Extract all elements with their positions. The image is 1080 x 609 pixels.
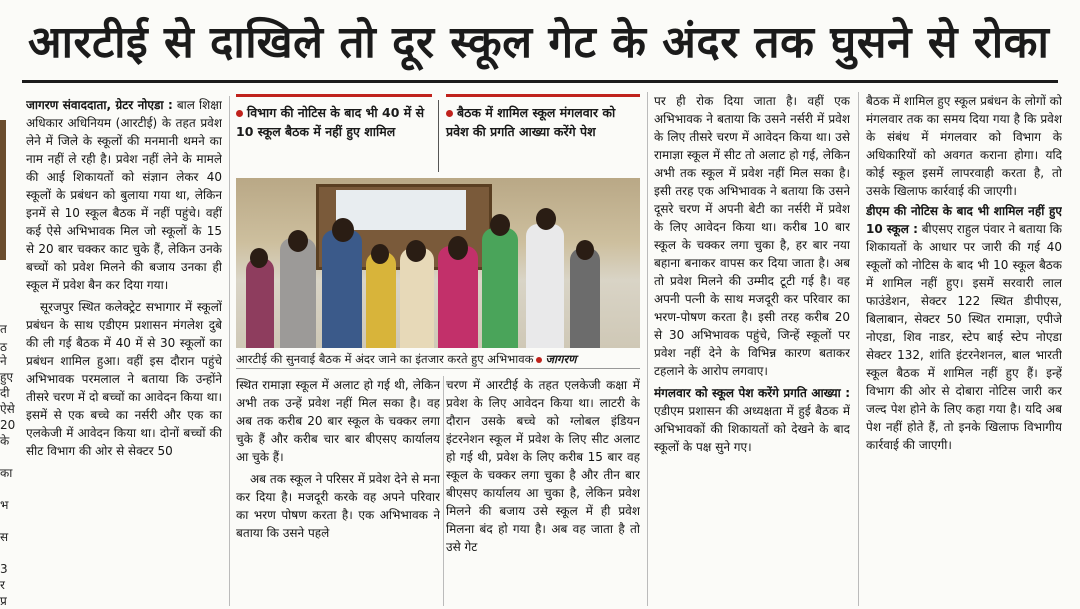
edge-fragment: ऐसे	[0, 402, 15, 416]
paragraph: बीएसए राहुल पंवार ने बताया कि शिकायतों के आधार पर जारी की गई 40 स्कूलों को नोटिस के बाद भी 10 स्कूल बैठक में शामिल नहीं हुए। इसमें सरवारी लाल फाउंडेशन, सेक्टर 122 स्थित डीपीएस, बिलाबान, सेक्टर 50 स्थित रामाज्ञा, एपीजे नोएडा, शिव नाडर, स्टेप बाई स्टेप नोएडा सेक्टर 132, शांति इंटरनेशनल, बाल भारती स्कूल बैठक में शामिल नहीं हुए हैं। इन्हें विभाग की ओर से दोबारा नोटिस जारी कर जल्द पेश होने के लिए कहा गया है। यदि अब पेश नहीं होते हैं, तो इनके खिलाफ विभागीय कार्रवाई की जाएगी।	[866, 222, 1062, 452]
bullet-icon	[446, 110, 453, 117]
edge-fragment: ठ	[0, 340, 7, 354]
photo-person	[400, 248, 434, 348]
paragraph: बाल शिक्षा अधिकार अधिनियम (आरटीई) के तहत प्रवेश लेने में जिले के स्कूलों की मनमानी थमने का नाम नहीं ले रही है। प्रवेश नहीं लेने के मामले की आई शिकायतों को संज्ञान लेकर 40 स्कूलों के प्रबंधन को बुलाया गया था, लेकिन इनमें से 10 स्कूल बैठक में नहीं पहुंचे। वहीं कई ऐसे अभिभावक मिल जो स्कूलों के 15 से 20 बार चक्कर काट चुके हैं, लेकिन उनके बच्चों को प्रवेश मिलने की बजाय उनका ही स्कूल में प्रवेश बैन कर दिया गया।	[26, 98, 222, 292]
photo-credit: जागरण	[545, 352, 577, 366]
column-divider	[443, 376, 444, 606]
photo-person	[526, 224, 564, 348]
photo-window	[336, 190, 466, 230]
bullet-icon	[236, 110, 243, 117]
edge-fragment: ने	[0, 354, 7, 368]
article-column-3	[446, 376, 640, 606]
photo-person	[366, 252, 396, 348]
paragraph: सूरजपुर स्थित कलेक्ट्रेट सभागार में स्कूलों प्रबंधन के साथ एडीएम प्रशासन मंगलेश दुबे की ली गई बैठक में 40 में से 30 स्कूलों का प्रबंधन शामिल हुआ। वहीं इस दौरान पहुंचे अभिभावक परमलाल ने बताया कि उन्होंने तीसरे चरण में दो बच्चों का आवेदन किया था। इसमें से एक बच्चे का नर्सरी और एक का एलकेजी में आवेदन किया था। दोनों बच्चों की सीट विभाग की ओर से सेक्टर 50	[26, 300, 222, 458]
photo-person	[322, 230, 362, 348]
pull-quote	[446, 94, 640, 181]
edge-fragment: हुए	[0, 370, 14, 384]
news-photo	[236, 178, 640, 348]
edge-fragment: दी	[0, 386, 10, 400]
pull-quote-divider	[438, 100, 439, 172]
caption-text: आरटीई की सुनवाई बैठक में अंदर जाने का इंतजार करते हुए अभिभावक	[236, 352, 534, 366]
pull-quote	[236, 94, 432, 181]
paragraph: बैठक में शामिल हुए स्कूल प्रबंधन के लोगों को मंगलवार तक का समय दिया गया है कि प्रवेश के संबंध में मंगलवार को विभाग के अधिकारियों को अवगत कराना होगा। यदि कोई स्कूल इसमें लापरवाही करता है, तो उसके खिलाफ कार्रवाई की जाएगी।	[866, 94, 1062, 198]
edge-fragment: का	[0, 466, 13, 480]
column-divider	[647, 92, 648, 606]
headline: आरटीई से दाखिले तो दूर स्कूल गेट के अंदर तक घुसने से रोका	[28, 17, 1050, 68]
photo-head	[448, 236, 468, 260]
paragraph: अब तक स्कूल ने परिसर में प्रवेश देने से मना कर दिया है। मजदूरी करके वह अपने परिवार का भरण पोषण करता है। एक अभिभावक ने बताया कि उसने पहले	[236, 472, 440, 540]
photo-head	[371, 244, 389, 264]
photo-person	[482, 228, 518, 348]
photo-caption	[236, 350, 640, 369]
article-column-4	[654, 92, 850, 606]
article-column-1	[26, 96, 222, 606]
edge-fragment: 20	[0, 418, 16, 432]
paragraph: पर ही रोक दिया जाता है। वहीं एक अभिभावक ने बताया कि उसने नर्सरी में प्रवेश के लिए तीसरे चरण में आवेदन किया था। उसे रामाज्ञा स्कूल में सीट तो अलाट हो गई, लेकिन अभी तक स्कूल में प्रवेश नहीं मिल सका है। इसी तरह एक अभिभावक ने बताया कि उसने दूसरे चरण में अपनी बेटी का नर्सरी में प्रवेश के लिए आवेदन किया था। करीब 10 बार स्कूल के चक्कर लगा चुका है, हर बार नया बहाना बनाकर वापस कर दिया जाता है। अब तो प्रवेश मिलने की उम्मीद टूटी गई है। वह अपनी पत्नी के साथ मजदूरी कर परिवार का भरण-पोषण करता है। इसी तरह करीब 20 से 30 अभिभावक पहुंचे, जिन्हें स्कूलों पर प्रवेश नहीं देने के विभिन्न कारण बताकर टहलाने के आरोप लगवाए।	[654, 94, 850, 378]
photo-head	[332, 218, 354, 242]
article-column-2	[236, 376, 440, 606]
subheading: डीएम की नोटिस के बाद भी शामिल नहीं हुए 10 स्कूल :	[866, 204, 1062, 236]
column-divider	[858, 92, 859, 606]
photo-person	[570, 248, 600, 348]
edge-fragment: स	[0, 530, 9, 544]
photo-head	[288, 230, 308, 252]
photo-head	[406, 240, 426, 262]
column-divider	[229, 96, 230, 606]
edge-fragment: भ	[0, 498, 9, 512]
edge-fragment: प्र	[0, 594, 7, 608]
headline-rule	[22, 80, 1058, 83]
byline: जागरण संवाददाता, ग्रेटर नोएडा :	[26, 98, 173, 112]
subheading: मंगलवार को स्कूल पेश करेंगे प्रगति आख्या :	[654, 386, 850, 400]
photo-person	[280, 238, 316, 348]
edge-fragment: 3	[0, 562, 8, 576]
edge-fragment: र	[0, 578, 5, 592]
edge-fragment: त	[0, 322, 7, 336]
photo-head	[536, 208, 556, 230]
photo-person	[246, 258, 274, 348]
article-column-5	[866, 92, 1062, 606]
adjacent-photo-edge	[0, 120, 6, 260]
photo-head	[576, 240, 594, 260]
photo-head	[490, 214, 510, 236]
photo-head	[250, 248, 268, 268]
pull-quote-text: बैठक में शामिल स्कूल मंगलवार को प्रवेश की प्रगति आख्या करेंगे पेश	[446, 105, 616, 139]
bullet-icon	[536, 357, 542, 363]
photo-person	[438, 246, 478, 348]
pull-quote-text: विभाग की नोटिस के बाद भी 40 में से 10 स्कूल बैठक में नहीं हुए शामिल	[236, 105, 425, 139]
paragraph: एडीएम प्रशासन की अध्यक्षता में हुई बैठक में अभिभावकों की शिकायतों को देखने के बाद स्कूलों के पक्ष सुने गए।	[654, 404, 850, 454]
paragraph: स्थित रामाज्ञा स्कूल में अलाट हो गई थी, लेकिन अभी तक उन्हें प्रवेश नहीं मिल सका है। वह अब तक करीब 20 बार स्कूल के चक्कर लगा चुके हैं और करीब चार बार बीएसए कार्यालय आ चुके हैं।	[236, 378, 440, 464]
edge-fragment: के	[0, 434, 10, 448]
paragraph: चरण में आरटीई के तहत एलकेजी कक्षा में प्रवेश के लिए आवेदन किया था। लाटरी के दौरान उसके बच्चे को ग्लोबल इंडियन इंटरनेशन स्कूल में प्रवेश के लिए सीट अलाट हो गई थी, प्रवेश के लिए करीब 15 बार वह स्कूल के चक्कर लगा चुका है और तीन बार बीएसए कार्यालय आ चुका है, लेकिन प्रवेश मिलने की बजाय उसे स्कूल में ही प्रवेश मिलना बंद हो गया है। अब वह जाता है तो उसे गेट	[446, 378, 640, 554]
